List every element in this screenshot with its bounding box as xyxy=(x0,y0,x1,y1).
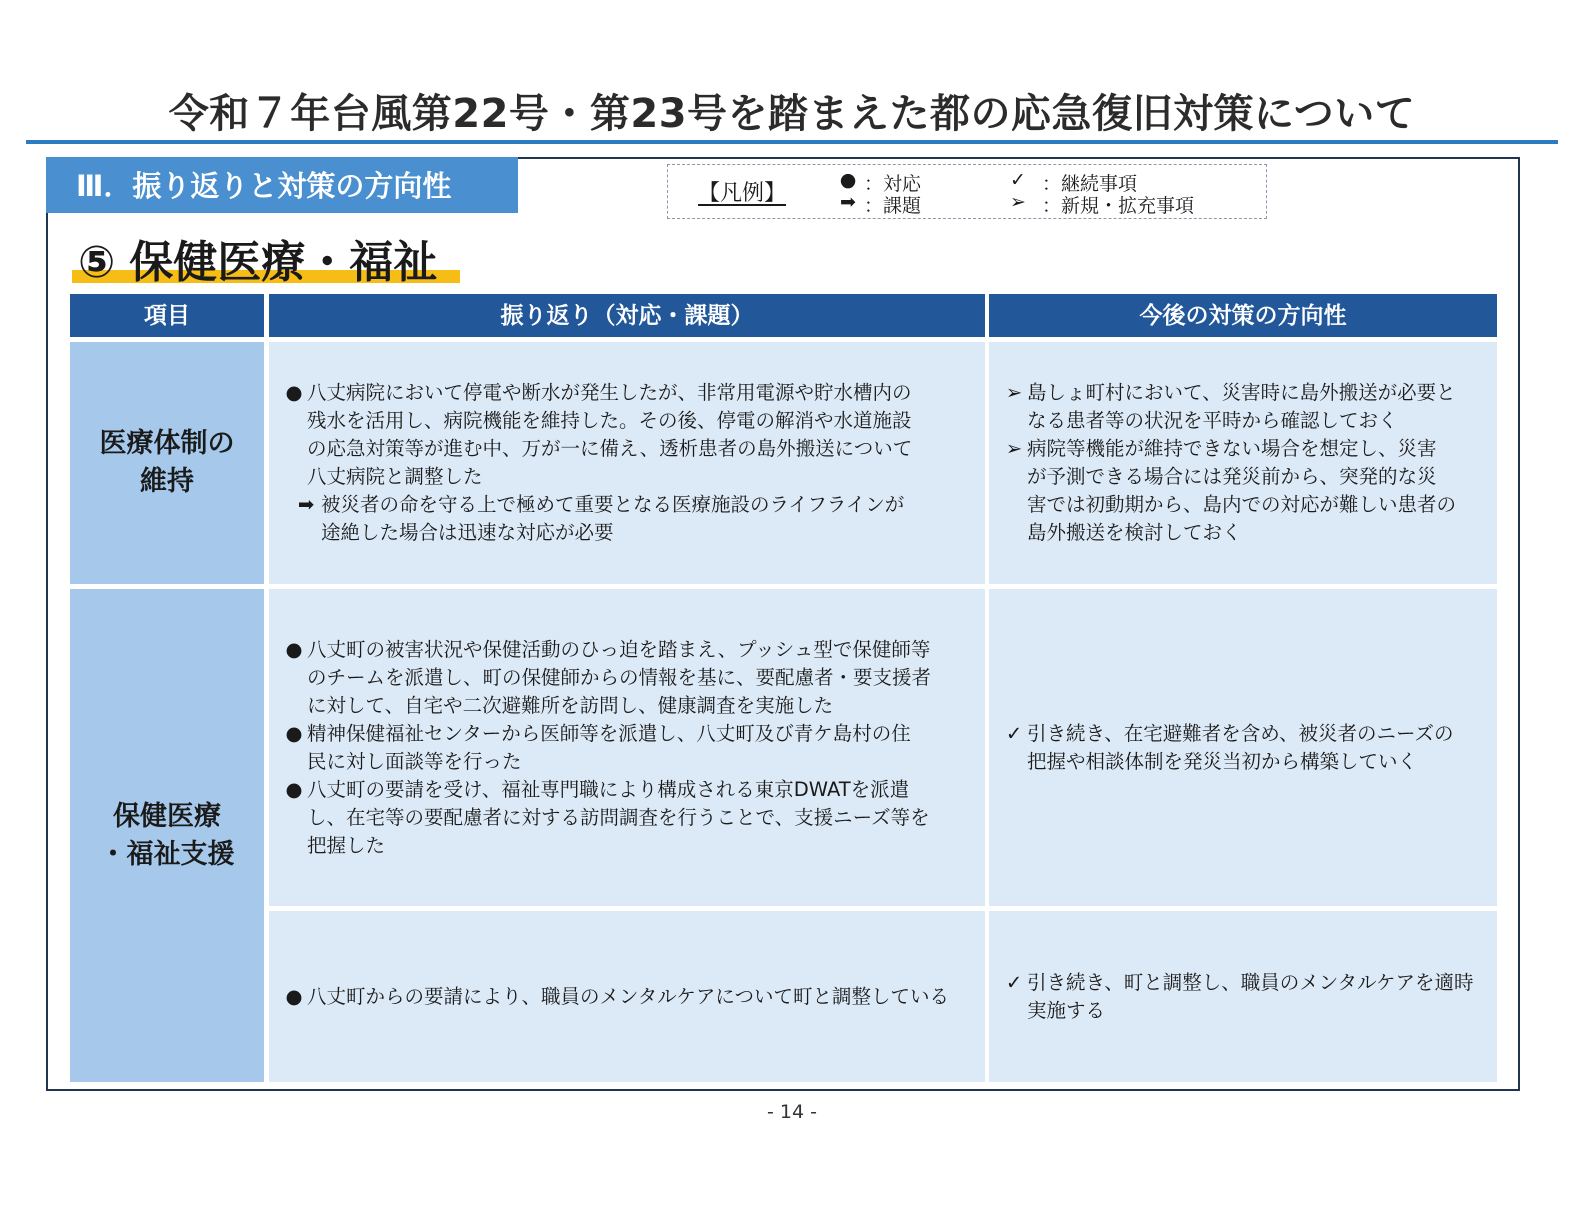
header-item: 項目 xyxy=(70,294,264,337)
text-line: 八丈町の要請を受け、福祉専門職により構成される東京DWATを派遣 xyxy=(307,777,910,801)
review-entry xyxy=(283,636,967,720)
text-line: 病院等機能が維持できない場合を想定し、災害 xyxy=(1027,437,1437,460)
measures-cell xyxy=(989,589,1497,906)
issue-entry xyxy=(283,491,967,547)
bullet-icon: ● xyxy=(285,637,303,661)
section-heading: Ⅲ．振り返りと対策の方向性 xyxy=(46,157,518,213)
arrowhead-icon: ➢ xyxy=(1005,381,1023,404)
checkmark-icon: ✓ xyxy=(1010,169,1026,191)
text-line: 精神保健福祉センターから医師等を派遣し、八丈町及び青ケ島村の住 xyxy=(307,721,911,745)
legend-label-continued: ：継続事項 xyxy=(1042,173,1138,195)
text-line: 民に対し面談等を行った xyxy=(307,749,522,773)
text-line: 把握や相談体制を発災当初から構築していく xyxy=(1027,749,1418,773)
legend-box xyxy=(667,164,1267,219)
review-entry xyxy=(283,776,967,860)
text-line: 引き続き、在宅避難者を含め、被災者のニーズの xyxy=(1027,721,1454,745)
item-cell xyxy=(70,589,264,1082)
measure-entry xyxy=(1003,379,1479,435)
text-line: の応急対策等が進む中、万が一に備え、透析患者の島外搬送について xyxy=(307,437,913,460)
subsection-title xyxy=(78,226,437,290)
checkmark-icon: ✓ xyxy=(1005,721,1023,745)
bullet-icon: ● xyxy=(285,777,303,801)
bullet-icon: ● xyxy=(285,381,303,404)
measure-entry xyxy=(1003,435,1479,547)
arrow-right-icon: ➡ xyxy=(840,191,856,213)
bullet-icon: ● xyxy=(285,721,303,745)
legend-title: 【凡例】 xyxy=(698,181,787,206)
review-cell xyxy=(269,911,985,1082)
legend-label-response: ：対応 xyxy=(864,173,922,195)
text-line: 八丈町からの要請により、職員のメンタルケアについて町と調整している xyxy=(307,984,949,1008)
arrowhead-icon: ➢ xyxy=(1005,437,1023,460)
text-line: し、在宅等の要配慮者に対する訪問調査を行うことで、支援ニーズ等を xyxy=(307,805,930,829)
arrowhead-icon: ➢ xyxy=(1010,191,1026,213)
header-measures: 今後の対策の方向性 xyxy=(989,294,1497,337)
page-number: - 14 - xyxy=(767,1101,817,1123)
subsection-number: ⑤ xyxy=(78,237,116,288)
item-label-line: ・福祉支援 xyxy=(99,838,235,870)
checkmark-icon: ✓ xyxy=(1005,970,1023,994)
text-line: 引き続き、町と調整し、職員のメンタルケアを適時 xyxy=(1027,970,1474,994)
text-line: なる患者等の状況を平時から確認しておく xyxy=(1027,409,1398,432)
measures-cell xyxy=(989,911,1497,1082)
text-line: 残水を活用し、病院機能を維持した。その後、停電の解消や水道施設 xyxy=(307,409,912,432)
text-line: 把握した xyxy=(307,833,386,857)
review-cell xyxy=(269,589,985,906)
subsection-text: 保健医療・福祉 xyxy=(129,237,438,288)
title-divider xyxy=(26,140,1558,144)
item-label-line: 保健医療 xyxy=(113,800,221,832)
text-line: 害では初動期から、島内での対応が難しい患者の xyxy=(1027,493,1457,516)
measures-cell xyxy=(989,342,1497,584)
text-line: 八丈病院と調整した xyxy=(307,465,483,488)
review-entry xyxy=(283,983,967,1011)
item-cell xyxy=(70,342,264,584)
measure-entry xyxy=(1003,720,1479,776)
text-line: が予測できる場合には発災前から、突発的な災 xyxy=(1027,465,1437,488)
legend-label-issue: ：課題 xyxy=(864,195,922,217)
text-line: 途絶した場合は迅速な対応が必要 xyxy=(321,521,614,544)
text-line: 実施する xyxy=(1027,998,1106,1022)
measure-entry xyxy=(1003,969,1479,1025)
text-line: 島外搬送を検討しておく xyxy=(1027,521,1242,544)
review-cell xyxy=(269,342,985,584)
text-line: 被災者の命を守る上で極めて重要となる医療施設のライフラインが xyxy=(321,493,905,516)
bullet-icon: ● xyxy=(839,169,857,191)
text-line: に対して、自宅や二次避難所を訪問し、健康調査を実施した xyxy=(307,693,834,717)
text-line: 八丈病院において停電や断水が発生したが、非常用電源や貯水槽内の xyxy=(307,381,912,404)
arrow-right-icon: ➡ xyxy=(297,493,315,516)
legend-label-new: ：新規・拡充事項 xyxy=(1042,195,1195,217)
bullet-icon: ● xyxy=(285,984,303,1008)
text-line: 島しょ町村において、災害時に島外搬送が必要と xyxy=(1027,381,1456,404)
item-label-line: 維持 xyxy=(140,466,194,497)
header-review: 振り返り（対応・課題） xyxy=(269,294,985,337)
item-label-line: 医療体制の xyxy=(99,428,235,459)
page-title: 令和７年台風第22号・第23号を踏まえた都の応急復旧対策について xyxy=(168,91,1416,137)
text-line: のチームを派遣し、町の保健師からの情報を基に、要配慮者・要支援者 xyxy=(307,665,932,689)
text-line: 八丈町の被害状況や保健活動のひっ迫を踏まえ、プッシュ型で保健師等 xyxy=(307,637,931,661)
review-entry xyxy=(283,720,967,776)
review-entry xyxy=(283,379,967,491)
